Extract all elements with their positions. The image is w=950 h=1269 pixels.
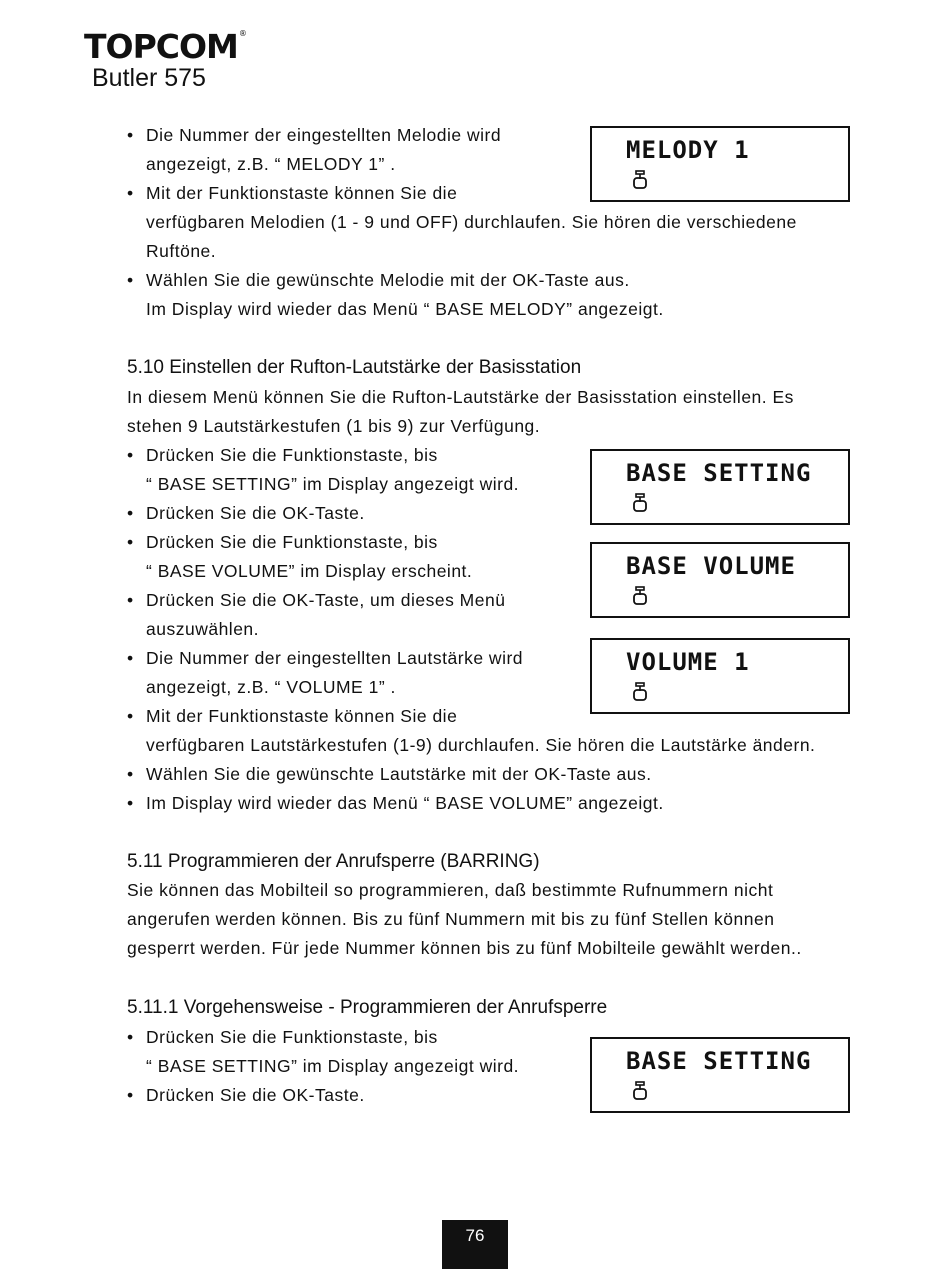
text-line: verfügbaren Melodien (1 - 9 und OFF) durchlaufen. Sie hören die verschiedene	[146, 212, 797, 232]
text-line: “ BASE VOLUME” im Display erscheint.	[146, 561, 473, 581]
handset-icon	[632, 170, 648, 190]
lcd-text: BASE SETTING	[626, 1047, 812, 1075]
lcd-text: MELODY 1	[626, 136, 750, 164]
handset-icon	[632, 1081, 648, 1101]
text-line: Im Display wird wieder das Menü “ BASE MELODY” angezeigt.	[146, 299, 664, 319]
section-heading: 5.10 Einstellen der Rufton-Lautstärke der Basisstation	[127, 357, 582, 378]
bullet: •	[127, 445, 134, 465]
text-line: Drücken Sie die OK-Taste.	[146, 1085, 365, 1105]
bullet: •	[127, 1085, 134, 1105]
text-line: Drücken Sie die Funktionstaste, bis	[146, 532, 438, 552]
lcd-text: VOLUME 1	[626, 648, 750, 676]
text-line: stehen 9 Lautstärkestufen (1 bis 9) zur Verfügung.	[127, 416, 541, 436]
lcd-text: BASE SETTING	[626, 459, 812, 487]
text-line: angezeigt, z.B. “ MELODY 1” .	[146, 154, 396, 174]
bullet: •	[127, 590, 134, 610]
text-line: “ BASE SETTING” im Display angezeigt wird.	[146, 1056, 520, 1076]
text-line: Die Nummer der eingestellten Lautstärke wird	[146, 648, 524, 668]
text-line: In diesem Menü können Sie die Rufton-Lautstärke der Basisstation einstellen. Es	[127, 387, 794, 407]
lcd-display	[590, 638, 850, 714]
page-number: 76	[442, 1220, 508, 1269]
section-heading: 5.11.1 Vorgehensweise - Programmieren der Anrufsperre	[127, 997, 608, 1018]
handset-icon	[632, 586, 648, 606]
model-name: Butler 575	[92, 64, 206, 92]
bullet: •	[127, 125, 134, 145]
text-line: “ BASE SETTING” im Display angezeigt wird.	[146, 474, 520, 494]
text-line: Mit der Funktionstaste können Sie die	[146, 706, 458, 726]
lcd-display	[590, 1037, 850, 1113]
lcd-display	[590, 449, 850, 525]
handset-icon	[632, 493, 648, 513]
text-line: Die Nummer der eingestellten Melodie wird	[146, 125, 502, 145]
lcd-display	[590, 126, 850, 202]
text-line: gesperrt werden. Für jede Nummer können bis zu fünf Mobilteile gewählt werden..	[127, 938, 802, 958]
bullet: •	[127, 183, 134, 203]
text-line: Wählen Sie die gewünschte Lautstärke mit der OK-Taste aus.	[146, 764, 652, 784]
text-line: Wählen Sie die gewünschte Melodie mit der OK-Taste aus.	[146, 270, 630, 290]
text-line: auszuwählen.	[146, 619, 260, 639]
lcd-text: BASE VOLUME	[626, 552, 796, 580]
bullet: •	[127, 1027, 134, 1047]
text-line: Mit der Funktionstaste können Sie die	[146, 183, 458, 203]
lcd-display	[590, 542, 850, 618]
bullet: •	[127, 270, 134, 290]
text-line: Ruftöne.	[146, 241, 217, 261]
text-line: Drücken Sie die Funktionstaste, bis	[146, 1027, 438, 1047]
handset-icon	[632, 682, 648, 702]
text-line: angerufen werden können. Bis zu fünf Nummern mit bis zu fünf Stellen können	[127, 909, 775, 929]
text-line: angezeigt, z.B. “ VOLUME 1” .	[146, 677, 396, 697]
bullet: •	[127, 648, 134, 668]
bullet: •	[127, 793, 134, 813]
text-line: Drücken Sie die Funktionstaste, bis	[146, 445, 438, 465]
bullet: •	[127, 764, 134, 784]
bullet: •	[127, 706, 134, 726]
section-heading: 5.11 Programmieren der Anrufsperre (BARRING)	[127, 851, 540, 872]
bullet: •	[127, 503, 134, 523]
text-line: verfügbaren Lautstärkestufen (1-9) durchlaufen. Sie hören die Lautstärke ändern.	[146, 735, 816, 755]
brand-logo: TOPCOM®	[84, 27, 246, 66]
text-line: Drücken Sie die OK-Taste.	[146, 503, 365, 523]
bullet: •	[127, 532, 134, 552]
text-line: Drücken Sie die OK-Taste, um dieses Menü	[146, 590, 506, 610]
text-line: Sie können das Mobilteil so programmieren, daß bestimmte Rufnummern nicht	[127, 880, 774, 900]
text-line: Im Display wird wieder das Menü “ BASE VOLUME” angezeigt.	[146, 793, 664, 813]
